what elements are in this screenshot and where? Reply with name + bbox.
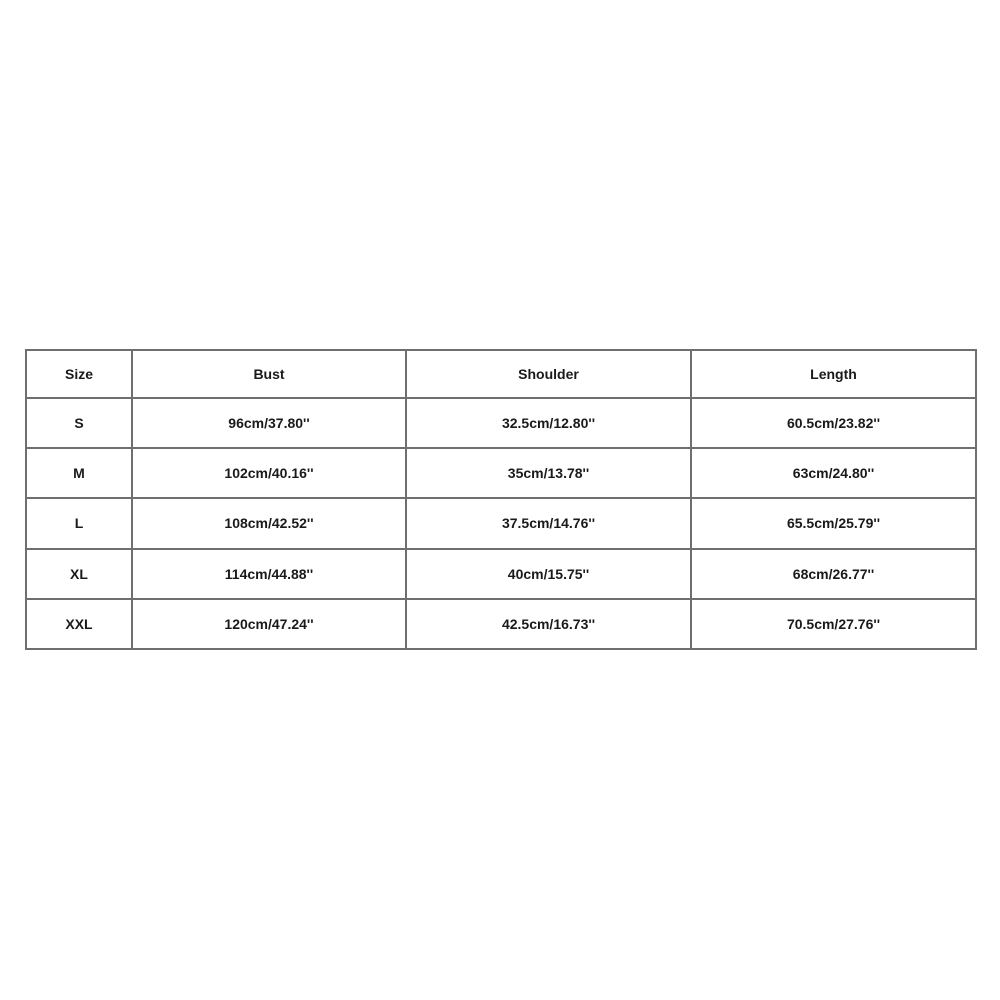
- table-row: [26, 599, 976, 649]
- cell-length: 70.5cm/27.76'': [691, 599, 976, 649]
- header-bust: Bust: [132, 350, 406, 398]
- cell-size: S: [26, 398, 132, 448]
- header-size: Size: [26, 350, 132, 398]
- size-chart-table: [25, 349, 977, 650]
- header-length: Length: [691, 350, 976, 398]
- cell-size: XXL: [26, 599, 132, 649]
- cell-shoulder: 32.5cm/12.80'': [406, 398, 691, 448]
- cell-shoulder: 42.5cm/16.73'': [406, 599, 691, 649]
- cell-size: XL: [26, 549, 132, 599]
- cell-size: L: [26, 498, 132, 548]
- cell-shoulder: 40cm/15.75'': [406, 549, 691, 599]
- cell-length: 68cm/26.77'': [691, 549, 976, 599]
- table-row: [26, 398, 976, 448]
- table-row: [26, 549, 976, 599]
- header-shoulder: Shoulder: [406, 350, 691, 398]
- cell-length: 65.5cm/25.79'': [691, 498, 976, 548]
- cell-length: 60.5cm/23.82'': [691, 398, 976, 448]
- cell-bust: 114cm/44.88'': [132, 549, 406, 599]
- cell-bust: 108cm/42.52'': [132, 498, 406, 548]
- cell-bust: 102cm/40.16'': [132, 448, 406, 498]
- cell-shoulder: 37.5cm/14.76'': [406, 498, 691, 548]
- header-row: [26, 350, 976, 398]
- cell-shoulder: 35cm/13.78'': [406, 448, 691, 498]
- cell-bust: 120cm/47.24'': [132, 599, 406, 649]
- table-row: [26, 448, 976, 498]
- cell-bust: 96cm/37.80'': [132, 398, 406, 448]
- cell-size: M: [26, 448, 132, 498]
- cell-length: 63cm/24.80'': [691, 448, 976, 498]
- table-row: [26, 498, 976, 548]
